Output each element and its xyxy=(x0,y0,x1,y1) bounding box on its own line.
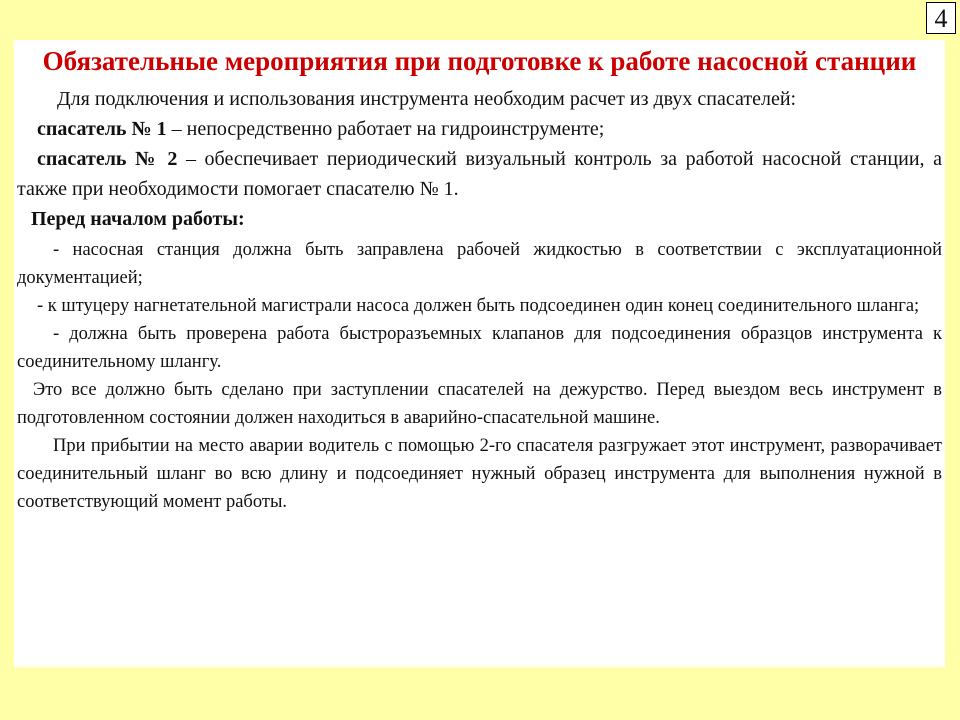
list-item: - насосная станция должна быть заправлена рабочей жидкостью в соответствии с эксплуатационной документацией; xyxy=(17,240,942,288)
rescuer-2-label: спасатель № 2 xyxy=(37,148,178,170)
rescuer-1-paragraph xyxy=(17,114,942,144)
slide-number: 4 xyxy=(926,2,956,34)
before-work-heading: Перед началом работы: xyxy=(31,208,245,230)
list-item: - должна быть проверена работа быстроразъемных клапанов для подсоединения образцов инструмента к соединительному шлангу. xyxy=(17,324,942,372)
intro-paragraph: Для подключения и использования инструмента необходим расчет из двух спасателей: xyxy=(57,88,797,110)
rescuer-2-text: – обеспечивает периодический визуальный контроль за работой насосной станции, а также при необходимости помогает спасателю № 1. xyxy=(17,148,942,200)
list-item: - к штуцеру нагнетательной магистрали насоса должен быть подсоединен один конец соединительного шланга; xyxy=(37,296,920,316)
slide-title: Обязательные мероприятия при подготовке к работе насосной станции xyxy=(42,46,917,76)
arrival-paragraph: При прибытии на место аварии водитель с помощью 2-го спасателя разгружает этот инструмент, разворачивает соединительный шланг во всю длину и подсоединяет нужный образец инструмента для выполнения нужной в соответствующий момент работы. xyxy=(17,436,942,512)
rescuer-1-label: спасатель № 1 xyxy=(37,118,167,140)
rescuer-2-paragraph xyxy=(17,144,942,204)
duty-paragraph: Это все должно быть сделано при заступлении спасателей на дежурство. Перед выездом весь инструмент в подготовленном состоянии должен находиться в аварийно-спасательной машине. xyxy=(17,380,942,428)
content-panel xyxy=(14,40,945,667)
rescuer-1-text: – непосредственно работает на гидроинструменте; xyxy=(166,118,605,140)
